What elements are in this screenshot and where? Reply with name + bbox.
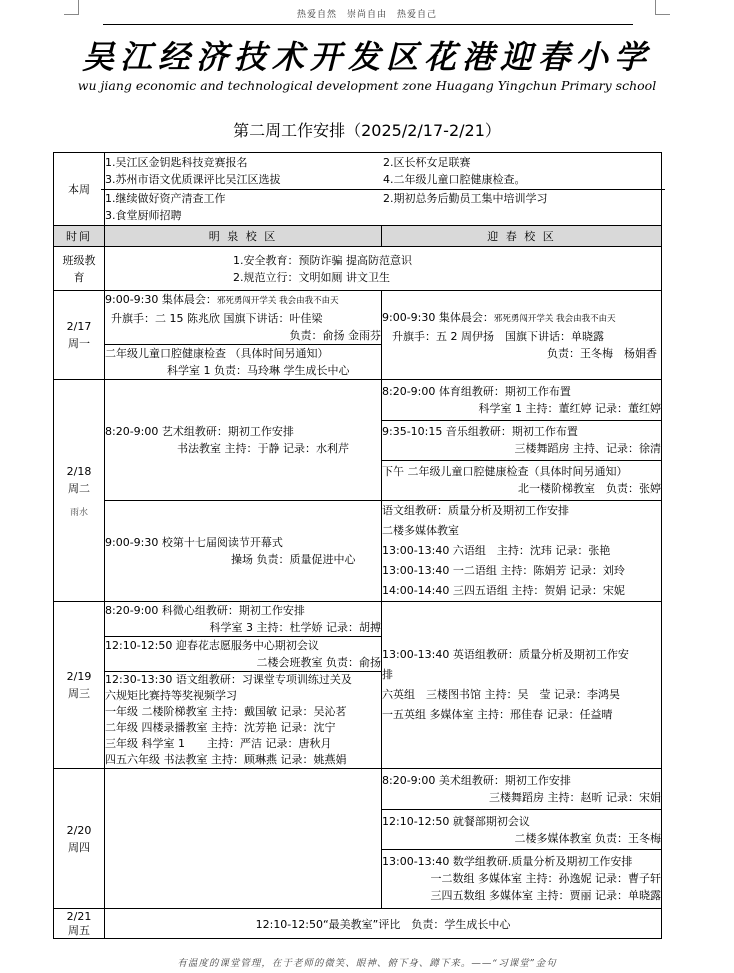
thu-yc-dining <box>382 810 661 850</box>
school-name-en: wu jiang economic and technological development zone Huagang Yingchun Primary school <box>77 78 657 93</box>
day-date: 2/20 <box>66 823 92 837</box>
event-text: 科学室 1 负责：马玲琳 学生成长中心 <box>167 364 350 377</box>
event-text: 北一楼阶梯教室 负责：张婷 <box>518 482 661 496</box>
event-text: 13:00-13:40 英语组教研：质量分析及期初工作安 <box>382 648 629 661</box>
event-text: 排 <box>382 668 393 681</box>
event-text: 语文组教研：质量分析及期初工作安排 <box>382 503 569 517</box>
col-time: 时间 <box>54 226 105 247</box>
day-date: 2/21 <box>66 909 92 923</box>
class-edu-line: 1.安全教育：预防诈骗 提高防范意识 <box>233 253 412 267</box>
tuesday-yingchun <box>382 380 662 602</box>
event-text: 8:20-9:00 体育组教研：期初工作布置 <box>382 385 571 398</box>
week-items <box>105 153 662 226</box>
wednesday-yingchun <box>382 602 662 769</box>
event-text: 12:10-12:50 迎春花志愿服务中心期初会议 <box>105 639 319 652</box>
wed-mq-chinese <box>105 672 381 769</box>
thursday-mingquan <box>105 769 382 909</box>
event-text: 二年级 四楼录播教室 主持：沈芳艳 记录：沈宁 <box>105 721 336 734</box>
event-text: 9:00-9:30 集体晨会： <box>105 293 217 306</box>
week-item: 2.区长杯女足联赛 <box>383 156 471 169</box>
event-text: 8:20-9:00 艺术组教研：期初工作安排 <box>105 425 294 439</box>
event-text: 科学室 3 主持：杜学娇 记录：胡搏 <box>209 621 381 634</box>
tue-mq-reading <box>105 501 381 601</box>
thu-yc-art <box>382 770 661 810</box>
week-item: 1.继续做好资产清查工作 <box>105 192 226 205</box>
week-item: 4.二年级儿童口腔健康检查。 <box>383 173 526 186</box>
week-item: 3.苏州市语文优质课评比吴江区选拔 <box>105 173 281 186</box>
monday-yingchun <box>382 291 662 380</box>
mon-mq-checkup <box>105 345 381 380</box>
week-label: 本周 <box>54 153 105 226</box>
week-line-4: 3.食堂厨师招聘 <box>105 209 182 222</box>
tuesday-mingquan <box>105 380 382 602</box>
event-text: 13:00-13:40 数学组教研.质量分析及期初工作安排 <box>382 855 633 869</box>
event-text: 12:30-13:30 语文组教研：习课堂专项训练过关及 <box>105 673 352 686</box>
event-text: 一五英组 多媒体室 主持：邢佳春 记录：任益晴 <box>382 708 613 721</box>
event-text: 升旗手：二 15 陈兆欣 国旗下讲话：叶佳梁 <box>111 312 323 325</box>
event-text: 操场 负责：质量促进中心 <box>231 552 356 566</box>
event-text: 12:10-12:50 就餐部期初会议 <box>382 814 530 828</box>
week-row <box>54 153 662 226</box>
monday-label <box>54 291 105 380</box>
thursday-row <box>54 769 662 909</box>
col-yingchun: 迎 春 校 区 <box>382 226 662 247</box>
slogan-text: 邪死勇闯开学关 我会由我不由天 <box>216 296 339 306</box>
day-date: 2/19 <box>66 670 92 683</box>
week-line-2 <box>105 171 661 188</box>
school-name-cn: 吴江经济技术开发区花港迎春小学 <box>81 38 652 76</box>
footer-quote: 有温度的课堂管理，在于老师的微笑、眼神、俯下身、蹲下来。——“习课堂”金句 <box>177 958 557 969</box>
day-name: 周四 <box>68 840 90 854</box>
event-text: 一二数组 多媒体室 主持：孙逸妮 记录：曹子轩 <box>430 872 661 886</box>
slogan-text: 邪死勇闯开学关 我会由我不由天 <box>493 313 616 324</box>
tue-yc-chinese <box>382 500 661 601</box>
class-edu-line: 2.规范立行：文明如厕 讲文卫生 <box>233 270 390 284</box>
day-date: 2/17 <box>66 320 92 333</box>
day-name: 周三 <box>68 687 90 700</box>
thursday-label <box>54 769 105 909</box>
week-line-1 <box>105 154 661 171</box>
event-text: 三楼舞蹈房 主持：赵昕 记录：宋娟 <box>489 791 661 805</box>
friday-content: 12:10-12:50“最美教室”评比 负责：学生成长中心 <box>105 909 662 939</box>
event-text: 六英组 三楼图书馆 主持：吴 莹 记录：李鸿昊 <box>382 688 620 701</box>
class-edu-label-1: 班级教 <box>62 253 96 267</box>
event-text: 8:20-9:00 美术组教研：期初工作安排 <box>382 774 571 788</box>
event-text: 13:00-13:40 一二语组 主持：陈娟芳 记录：刘玲 <box>382 563 625 577</box>
event-text: 二楼多媒体教室 负责：王冬梅 <box>514 831 661 845</box>
page-title: 第二周工作安排（2025/2/17-2/21） <box>233 121 501 140</box>
class-edu-label <box>54 247 105 291</box>
week-item: 2.期初总务后勤员工集中培训学习 <box>383 192 548 205</box>
event-text: 三楼舞蹈房 主持、记录：徐清 <box>514 442 661 456</box>
wednesday-mingquan <box>105 602 382 769</box>
day-name: 周一 <box>68 337 90 350</box>
event-text: 三年级 科学室 1 主持：严洁 记录：唐秋月 <box>105 737 332 750</box>
header-motto: 热爱自然 崇尚自由 热爱自己 <box>296 10 437 20</box>
schedule-table <box>53 152 662 939</box>
event-text: 负责：俞扬 金雨芬 <box>289 329 381 342</box>
class-edu-content <box>105 247 662 291</box>
thursday-yingchun <box>382 769 662 909</box>
event-text: 二楼多媒体教室 <box>382 523 459 537</box>
week-line-3 <box>105 190 661 207</box>
day-name: 周二 <box>68 482 90 495</box>
tue-yc-checkup <box>382 460 661 500</box>
wed-mq-volunteer <box>105 637 381 672</box>
event-text: 科学室 1 主持：董红婷 记录：董红婷 <box>478 402 661 415</box>
event-text: 二楼会班教室 负责：俞扬 <box>256 656 381 669</box>
week-item: 1.吴江区金钥匙科技竞赛报名 <box>105 156 248 169</box>
tue-yc-music <box>382 420 661 460</box>
tuesday-row <box>54 380 662 602</box>
event-text: 一年级 二楼阶梯教室 主持：戴国敏 记录：吴沁茗 <box>105 705 347 718</box>
event-text: 二年级儿童口腔健康检查 （具体时间另通知） <box>105 347 329 360</box>
tue-yc-pe <box>382 380 661 420</box>
event-text: 四五六年级 书法教室 主持：顾琳燕 记录：姚燕娟 <box>105 753 347 766</box>
monday-row <box>54 291 662 380</box>
day-date: 2/18 <box>66 465 92 478</box>
thu-yc-math <box>382 850 661 908</box>
event-text: 书法教室 主持：于静 记录：水利芹 <box>177 442 349 456</box>
wed-mq-science <box>105 602 381 637</box>
event-text: 下午 二年级儿童口腔健康检查（具体时间另通知） <box>382 465 628 479</box>
mon-mq-assembly <box>105 291 381 345</box>
class-edu-row <box>54 247 662 291</box>
event-text: 8:20-9:00 科微心组教研：期初工作安排 <box>105 604 305 617</box>
wednesday-row <box>54 602 662 769</box>
monday-mingquan <box>105 291 382 380</box>
friday-row <box>54 909 662 939</box>
tue-mq-art <box>105 381 381 501</box>
event-text: 六规矩比赛持等奖视频学习 <box>105 689 237 702</box>
header-rule <box>103 24 633 25</box>
event-text: 13:00-13:40 六语组 主持：沈玮 记录：张艳 <box>382 543 611 557</box>
column-header-row <box>54 226 662 247</box>
wednesday-label <box>54 602 105 769</box>
day-name: 周五 <box>68 923 90 937</box>
event-text: 9:00-9:30 集体晨会： <box>382 310 494 324</box>
event-text: 负责：王冬梅 杨娟香 <box>547 346 657 360</box>
col-mingquan: 明 泉 校 区 <box>105 226 382 247</box>
event-text: 14:00-14:40 三四五语组 主持：贺娟 记录：宋妮 <box>382 583 625 597</box>
tuesday-label <box>54 380 105 602</box>
class-edu-label-2: 育 <box>73 270 85 284</box>
event-text: 9:35-10:15 音乐组教研：期初工作布置 <box>382 425 578 439</box>
friday-label <box>54 909 105 939</box>
event-text: 三四五数组 多媒体室 主持：贾丽 记录：单晓露 <box>430 889 661 903</box>
solar-term-note: 雨水 <box>69 508 88 518</box>
event-text: 9:00-9:30 校第十七届阅读节开幕式 <box>105 535 283 549</box>
event-text: 升旗手：五 2 周伊扬 国旗下讲话：单晓露 <box>392 329 604 343</box>
